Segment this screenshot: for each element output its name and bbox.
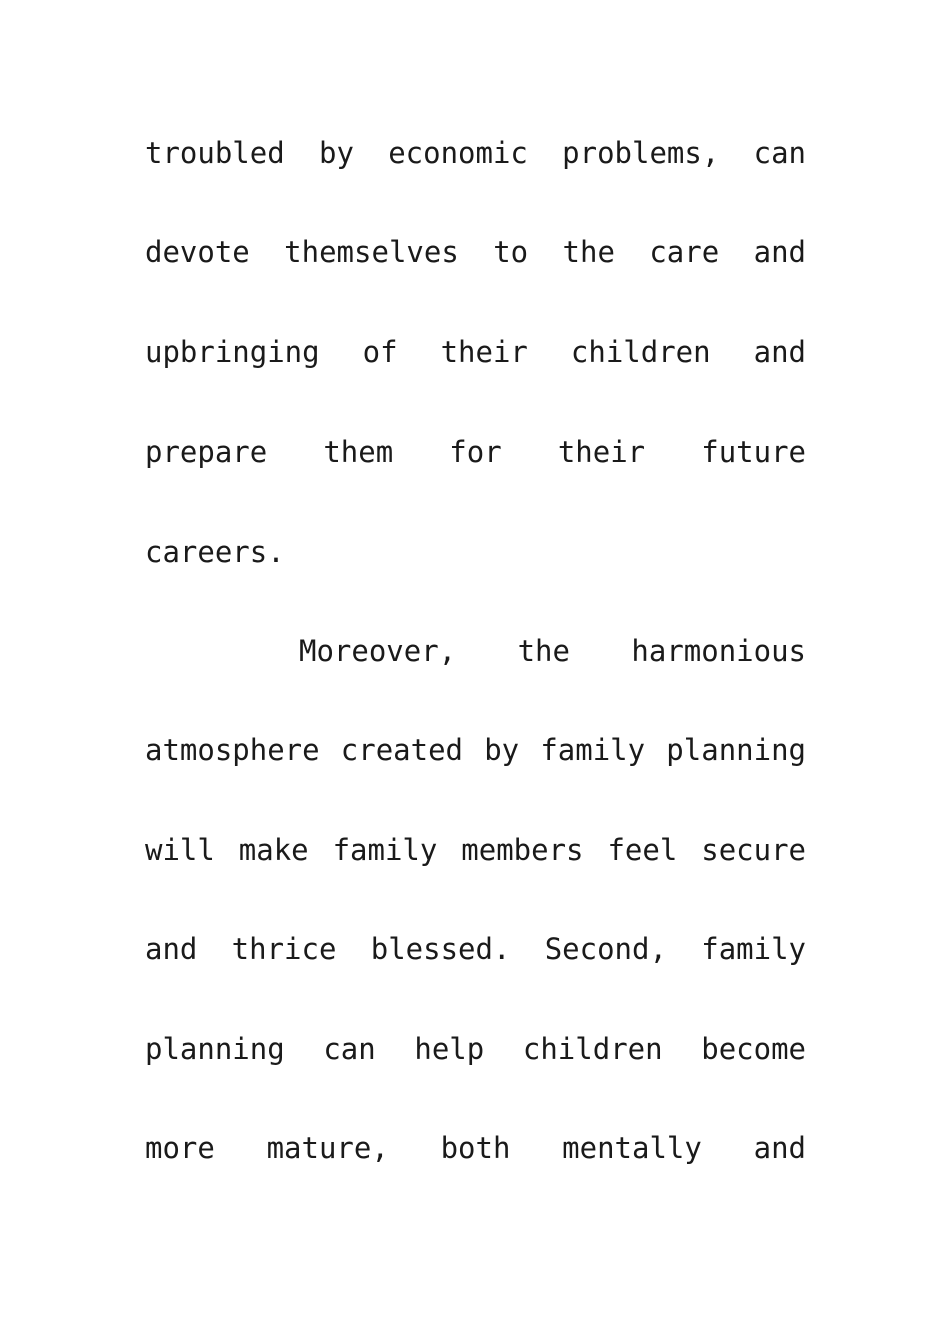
text-line: will make family members feel secure — [145, 833, 806, 867]
text-line: more mature, both mentally and — [145, 1131, 806, 1165]
text-line: prepare them for their future — [145, 435, 806, 469]
text-line: troubled by economic problems, can — [145, 136, 806, 170]
text-line: atmosphere created by family planning — [145, 733, 806, 767]
paragraph-start-line: Moreover, the harmonious — [299, 634, 806, 668]
text-line: upbringing of their children and — [145, 335, 806, 369]
text-line: planning can help children become — [145, 1032, 806, 1066]
text-line: and thrice blessed. Second, family — [145, 932, 806, 966]
text-line: devote themselves to the care and — [145, 235, 806, 269]
text-line: careers. — [145, 535, 285, 569]
